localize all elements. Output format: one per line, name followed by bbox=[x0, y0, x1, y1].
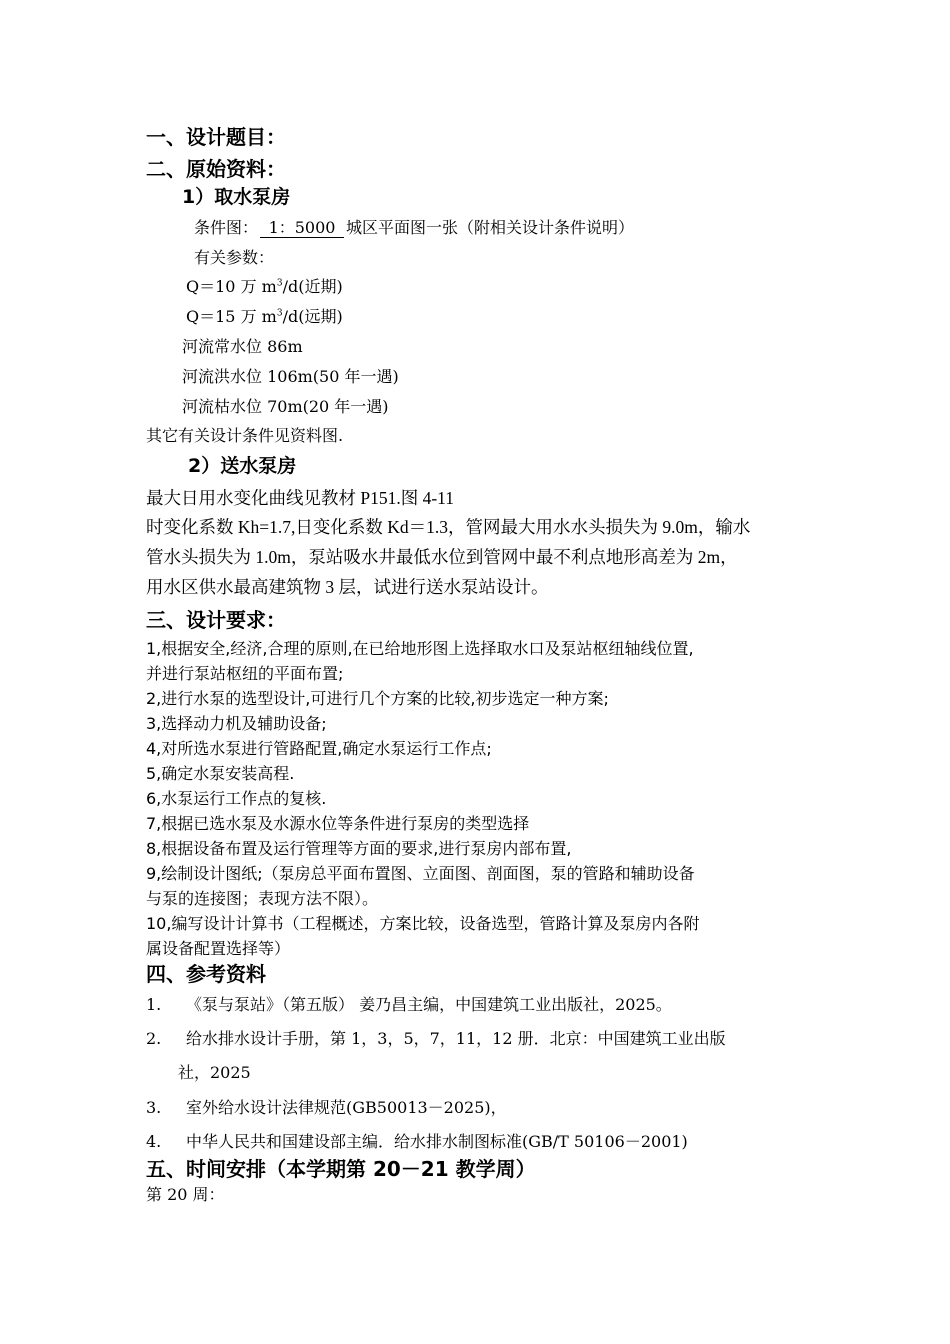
delivery-paragraph-line-4: 用水区供水最高建筑物 3 层，试进行送水泵站设计。 bbox=[146, 577, 549, 597]
requirement-line: 属设备配置选择等） bbox=[146, 939, 291, 958]
delivery-paragraph-line-1: 最大日用水变化曲线见教材 P151.图 4-11 bbox=[146, 488, 455, 508]
other-conditions-note: 其它有关设计条件见资料图. bbox=[146, 426, 344, 445]
condition-map-description: 城区平面图一张（附相关设计条件说明） bbox=[346, 218, 635, 237]
reference-text: 给水排水设计手册，第 1，3，5，7，11，12 册．北京：中国建筑工业出版 bbox=[186, 1029, 726, 1048]
requirement-line: 3,选择动力机及辅助设备; bbox=[146, 714, 327, 733]
condition-map-label: 条件图： bbox=[194, 218, 259, 237]
requirement-line: 2,进行水泵的选型设计,可进行几个方案的比较,初步选定一种方案; bbox=[146, 689, 609, 708]
flow-near-term-value: Q＝10 万 m bbox=[186, 277, 277, 296]
requirement-line: 9,绘制设计图纸;（泵房总平面布置图、立面图、剖面图，泵的管路和辅助设备 bbox=[146, 864, 695, 883]
river-normal-level: 河流常水位 86m bbox=[182, 337, 303, 356]
reference-text: 室外给水设计法律规范(GB50013－2025)， bbox=[186, 1098, 507, 1117]
condition-map-scale: 1：5000 bbox=[260, 220, 344, 238]
requirement-line: 7,根据已选水泵及水源水位等条件进行泵房的类型选择 bbox=[146, 814, 530, 833]
parameters-label: 有关参数： bbox=[194, 248, 275, 267]
reference-text: 中华人民共和国建设部主编．给水排水制图标准(GB/T 50106－2001) bbox=[186, 1132, 688, 1151]
delivery-paragraph-line-2: 时变化系数 Kh=1.7,日变化系数 Kd＝1.3，管网最大用水水头损失为 9.0m，输水 bbox=[146, 517, 751, 537]
reference-number: 3. bbox=[146, 1098, 162, 1117]
requirement-line: 4,对所选水泵进行管路配置,确定水泵运行工作点; bbox=[146, 739, 492, 758]
superscript-3: 3 bbox=[276, 308, 283, 319]
section-heading-design-requirements: 三、设计要求： bbox=[146, 608, 286, 632]
delivery-paragraph-line-3: 管水头损失为 1.0m，泵站吸水井最低水位到管网中最不利点地形高差为 2m， bbox=[146, 547, 738, 567]
section-heading-schedule: 五、时间安排（本学期第 20－21 教学周） bbox=[146, 1157, 536, 1181]
requirement-line: 6,水泵运行工作点的复核. bbox=[146, 789, 327, 808]
flow-long-term bbox=[186, 309, 343, 325]
requirement-line: 并进行泵站枢纽的平面布置; bbox=[146, 664, 344, 683]
reference-item-2-continued: 社，2025 bbox=[178, 1063, 251, 1082]
section-heading-design-topic: 一、设计题目： bbox=[146, 125, 286, 149]
river-dry-level: 河流枯水位 70m(20 年一遇) bbox=[182, 397, 389, 416]
reference-item-4 bbox=[146, 1134, 688, 1150]
requirement-line: 1,根据安全,经济,合理的原则,在已给地形图上选择取水口及泵站枢纽轴线位置, bbox=[146, 639, 694, 658]
superscript-3: 3 bbox=[276, 278, 283, 289]
section-heading-references: 四、参考资料 bbox=[146, 962, 266, 986]
flow-near-term bbox=[186, 279, 343, 295]
reference-item-3 bbox=[146, 1100, 507, 1116]
flow-long-term-unit: /d(远期) bbox=[282, 307, 343, 326]
reference-number: 1. bbox=[146, 995, 162, 1014]
subheading-delivery-pump-house: 2）送水泵房 bbox=[188, 455, 297, 477]
requirement-line: 5,确定水泵安装高程. bbox=[146, 764, 295, 783]
requirement-line: 与泵的连接图；表现方法不限）。 bbox=[146, 889, 379, 908]
subheading-intake-pump-house: 1）取水泵房 bbox=[182, 186, 291, 208]
section-heading-original-data: 二、原始资料： bbox=[146, 157, 286, 181]
requirement-line: 8,根据设备布置及运行管理等方面的要求,进行泵房内部布置, bbox=[146, 839, 572, 858]
reference-item-1 bbox=[146, 997, 672, 1013]
requirement-line: 10,编写设计计算书（工程概述，方案比较，设备选型，管路计算及泵房内各附 bbox=[146, 914, 700, 933]
reference-number: 2. bbox=[146, 1029, 162, 1048]
river-flood-level: 河流洪水位 106m(50 年一遇) bbox=[182, 367, 399, 386]
reference-item-2 bbox=[146, 1031, 726, 1047]
reference-text: 《泵与泵站》（第五版） 姜乃昌主编，中国建筑工业出版社，2025。 bbox=[186, 995, 672, 1014]
flow-long-term-value: Q＝15 万 m bbox=[186, 307, 277, 326]
flow-near-term-unit: /d(近期) bbox=[282, 277, 343, 296]
schedule-week-20: 第 20 周： bbox=[146, 1185, 225, 1204]
reference-number: 4. bbox=[146, 1132, 162, 1151]
condition-map-line bbox=[194, 220, 634, 238]
